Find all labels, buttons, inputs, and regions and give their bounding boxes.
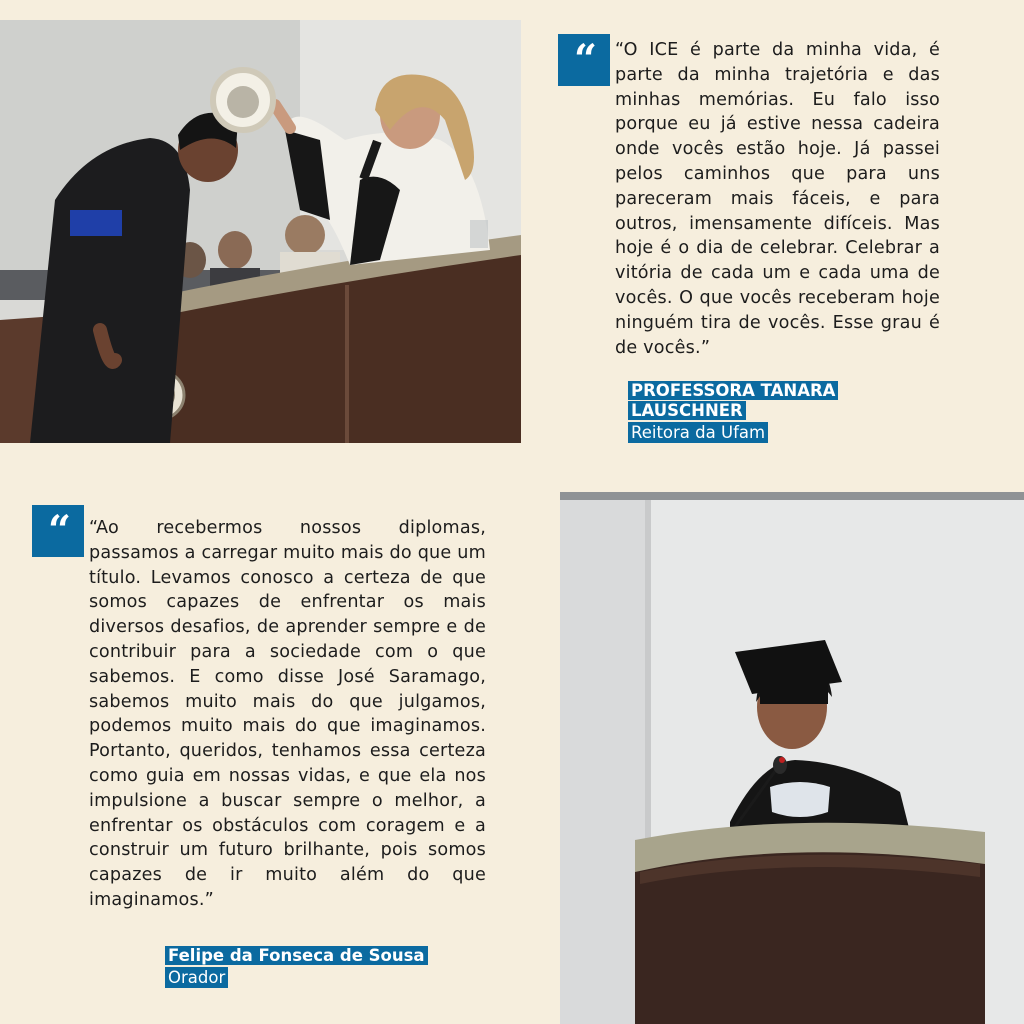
rector-name: PROFESSORA TANARA LAUSCHNER bbox=[628, 381, 838, 420]
quote-mark-icon: “ bbox=[32, 505, 84, 557]
ceremony-photo-illustration bbox=[0, 20, 521, 443]
speaker-attribution bbox=[165, 946, 455, 988]
ceremony-photo bbox=[0, 20, 521, 443]
speaker-name: Felipe da Fonseca de Sousa bbox=[165, 946, 428, 965]
speaker-role: Orador bbox=[165, 967, 228, 988]
rector-role: Reitora da Ufam bbox=[628, 422, 768, 443]
rector-attribution bbox=[628, 381, 868, 443]
rector-quote-text: “O ICE é parte da minha vida, é parte da minha trajetória e das minhas memórias. Eu falo isso porque eu já estive nessa cadeira onde vocês estão hoje. Já passei pelos caminhos que para uns pareceram mais fáceis, e para outros, imensamente difíceis. Mas hoje é o dia de celebrar. Celebrar a vitória de cada um e cada uma de vocês. O que vocês receberam hoje ninguém tira de vocês. Esse grau é de vocês.” bbox=[615, 40, 940, 358]
speaker-photo bbox=[560, 492, 1024, 1024]
speaker-photo-illustration bbox=[560, 492, 1024, 1024]
speaker-quote-text: “Ao recebermos nossos diplomas, passamos a carregar muito mais do que um título. Levamos conosco a certeza de que somos capazes de enfrentar os mais diversos desafios, de aprender sempre e de contribuir para a sociedade com o que sabemos. E como disse José Saramago, sabemos muito mais do que julgamos, podemos muito mais do que imaginamos. Portanto, queridos, tenhamos essa certeza como guia em nossas vidas, e que ela nos impulsione a buscar sempre o melhor, a enfrentar os obstáculos com coragem e a construir um futuro brilhante, pois somos capazes de ir muito além do que imaginamos.” bbox=[89, 518, 486, 910]
quote-mark-icon: “ bbox=[558, 34, 610, 86]
